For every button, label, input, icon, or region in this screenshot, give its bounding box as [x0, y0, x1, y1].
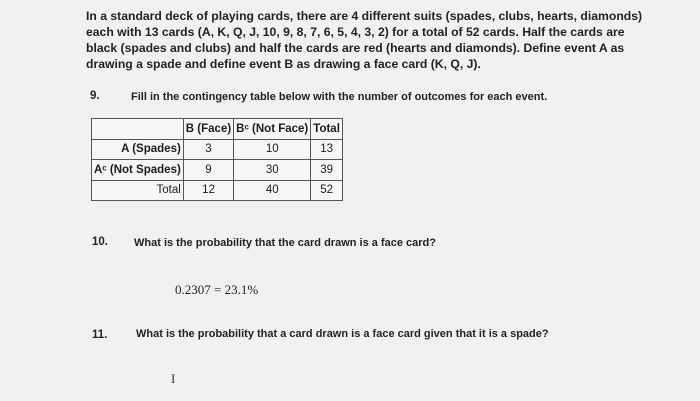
row-label[interactable]: A (Spades) [92, 139, 184, 160]
table-header-cell [92, 119, 184, 140]
row-label[interactable]: Total [92, 180, 184, 201]
table-row [92, 180, 343, 201]
table-row [92, 160, 343, 181]
question-9-number: 9. [90, 90, 100, 102]
table-cell[interactable]: 52 [311, 180, 343, 201]
table-cell[interactable]: 40 [234, 180, 311, 201]
text-cursor-icon: I [171, 371, 176, 386]
question-10-number: 10. [92, 236, 108, 248]
table-row [92, 139, 343, 160]
table-cell[interactable]: 39 [311, 160, 343, 181]
table-cell[interactable]: 30 [234, 160, 311, 181]
table-cell[interactable]: 9 [183, 160, 233, 181]
table-cell[interactable]: 3 [183, 139, 233, 160]
table-header-cell: B (Face) [183, 119, 233, 140]
problem-intro [86, 8, 646, 72]
table-cell[interactable]: 13 [311, 139, 343, 160]
intro-line: black (spades and clubs) and half the cards are red (hearts and diamonds). Define event A as [86, 41, 625, 55]
question-10-text: What is the probability that the card drawn is a face card? [134, 237, 436, 249]
table-header-cell: Bᶜ (Not Face) [234, 119, 311, 140]
intro-line: drawing a spade and define event B as drawing a face card (K, Q, J). [86, 57, 481, 71]
row-label[interactable]: Aᶜ (Not Spades) [92, 160, 184, 181]
table-header-row [92, 119, 343, 140]
table-cell[interactable]: 12 [183, 180, 233, 201]
table-cell[interactable]: 10 [234, 139, 311, 160]
contingency-table [91, 118, 343, 201]
intro-line: each with 13 cards (A, K, Q, J, 10, 9, 8, 7, 6, 5, 4, 3, 2) for a total of 52 cards. Half the cards are [86, 25, 625, 39]
table-header-cell: Total [311, 119, 343, 140]
question-11-text: What is the probability that a card drawn is a face card given that it is a spade? [136, 328, 549, 340]
question-11-number: 11. [92, 329, 108, 341]
question-9-text: Fill in the contingency table below with the number of outcomes for each event. [131, 91, 548, 103]
intro-line: In a standard deck of playing cards, there are 4 different suits (spades, clubs, hearts, diamonds) [86, 9, 643, 23]
question-10-answer[interactable]: 0.2307 = 23.1% [175, 282, 259, 297]
